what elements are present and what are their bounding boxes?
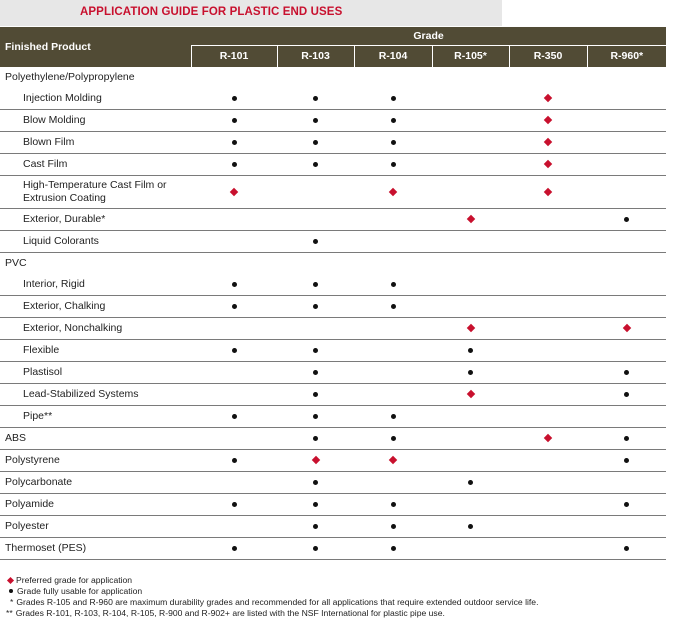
preferred-diamond-icon (389, 188, 397, 196)
grade-cell (191, 362, 277, 384)
grade-column-header: R-103 (277, 45, 354, 67)
grade-cell (587, 176, 666, 209)
footnotes (6, 575, 538, 619)
grade-cell (509, 494, 587, 516)
grade-cell (432, 176, 509, 209)
footnote-text: Grades R-101, R-103, R-104, R-105, R-900 and R-902+ are listed with the NSF International for plastic pipe use. (15, 608, 445, 618)
grade-cell (191, 538, 277, 560)
grade-cell (277, 538, 354, 560)
usable-dot-icon (232, 118, 237, 123)
grade-cell (587, 154, 666, 176)
grade-cell (277, 274, 354, 296)
product-name-cell (0, 67, 191, 88)
usable-dot-icon (313, 392, 318, 397)
usable-dot-icon (468, 370, 473, 375)
grade-cell (432, 231, 509, 253)
grade-cell (191, 231, 277, 253)
table-row (0, 154, 666, 176)
product-name-cell (0, 88, 191, 110)
footnote-star (6, 597, 538, 608)
table-row (0, 494, 666, 516)
grade-cell (509, 362, 587, 384)
product-name: ABS (5, 432, 27, 444)
product-name: Pipe** (23, 410, 53, 422)
grade-cell (509, 110, 587, 132)
preferred-diamond-icon (544, 138, 552, 146)
grade-cell (277, 406, 354, 428)
usable-dot-icon (232, 414, 237, 419)
grade-cell (354, 472, 432, 494)
product-name: Liquid Colorants (23, 235, 99, 247)
table-row (0, 296, 666, 318)
preferred-diamond-icon (622, 324, 630, 332)
grade-cell (277, 154, 354, 176)
table-row (0, 406, 666, 428)
table-row (0, 538, 666, 560)
grade-cell (277, 253, 354, 275)
usable-dot-icon (391, 414, 396, 419)
product-name-cell (0, 209, 191, 231)
product-name: Polycarbonate (5, 476, 73, 488)
product-name: Flexible (23, 344, 60, 356)
grade-cell (587, 110, 666, 132)
usable-dot-icon (232, 348, 237, 353)
grade-cell (509, 538, 587, 560)
product-name: Exterior, Durable* (23, 213, 106, 225)
table-row (0, 67, 666, 88)
grade-cell (432, 88, 509, 110)
grade-cell (191, 406, 277, 428)
grade-cell (277, 428, 354, 450)
usable-dot-icon (232, 96, 237, 101)
preferred-diamond-icon (230, 188, 238, 196)
grade-cell (587, 296, 666, 318)
grade-cell (191, 296, 277, 318)
product-name: Polyethylene/Polypropylene (5, 71, 135, 83)
usable-dot-icon (468, 524, 473, 529)
grade-cell (587, 67, 666, 88)
grade-cell (509, 154, 587, 176)
grade-cell (432, 494, 509, 516)
grade-column-header: R-105* (432, 45, 509, 67)
grade-cell (587, 362, 666, 384)
grade-cell (432, 516, 509, 538)
grade-cell (509, 231, 587, 253)
grade-cell (509, 132, 587, 154)
usable-dot-icon (391, 162, 396, 167)
preferred-diamond-icon (544, 94, 552, 102)
grade-cell (354, 274, 432, 296)
grade-cell (432, 450, 509, 472)
product-name-cell (0, 472, 191, 494)
grade-column-header: R-104 (354, 45, 432, 67)
grade-cell (509, 450, 587, 472)
grade-cell (354, 362, 432, 384)
grade-cell (587, 253, 666, 275)
preferred-diamond-icon (544, 116, 552, 124)
grade-cell (509, 516, 587, 538)
usable-dot-icon (313, 414, 318, 419)
usable-dot-icon (391, 304, 396, 309)
grade-header: Grade (191, 27, 666, 45)
grade-cell (432, 154, 509, 176)
product-name-cell (0, 274, 191, 296)
grade-cell (277, 231, 354, 253)
grade-cell (191, 384, 277, 406)
usable-dot-icon (391, 282, 396, 287)
grade-cell (509, 253, 587, 275)
product-name-cell (0, 384, 191, 406)
grade-cell (587, 231, 666, 253)
grade-cell (354, 176, 432, 209)
product-name-continued: Extrusion Coating (23, 192, 106, 204)
grade-cell (432, 406, 509, 428)
grade-cell (587, 132, 666, 154)
usable-dot-icon (232, 502, 237, 507)
grade-cell (191, 88, 277, 110)
grade-cell (191, 67, 277, 88)
grade-cell (277, 494, 354, 516)
grade-cell (509, 274, 587, 296)
grade-cell (191, 450, 277, 472)
grade-cell (277, 318, 354, 340)
usable-dot-icon (232, 458, 237, 463)
grade-cell (277, 362, 354, 384)
table-row (0, 176, 666, 209)
product-name: High-Temperature Cast Film or (23, 179, 167, 191)
grade-cell (587, 88, 666, 110)
table-row (0, 340, 666, 362)
grade-cell (354, 428, 432, 450)
product-name: Lead-Stabilized Systems (23, 388, 139, 400)
usable-dot-icon (9, 589, 13, 593)
product-name-cell (0, 538, 191, 560)
grade-cell (354, 450, 432, 472)
grade-cell (432, 362, 509, 384)
grade-cell (587, 428, 666, 450)
footnote-marker: * (10, 597, 14, 607)
product-name-cell (0, 176, 191, 209)
grade-cell (509, 176, 587, 209)
preferred-diamond-icon (544, 160, 552, 168)
grade-cell (587, 340, 666, 362)
grade-column-header: R-350 (509, 45, 587, 67)
table-row (0, 88, 666, 110)
product-name: Polystyrene (5, 454, 60, 466)
grade-cell (191, 472, 277, 494)
grade-cell (509, 209, 587, 231)
product-name: Blow Molding (23, 114, 86, 126)
preferred-diamond-icon (466, 390, 474, 398)
usable-dot-icon (313, 546, 318, 551)
usable-dot-icon (313, 304, 318, 309)
usable-dot-icon (624, 217, 629, 222)
grade-cell (432, 274, 509, 296)
usable-dot-icon (624, 436, 629, 441)
grade-cell (277, 209, 354, 231)
grade-cell (277, 472, 354, 494)
product-name-cell (0, 340, 191, 362)
product-name: Plastisol (23, 366, 63, 378)
preferred-diamond-icon (389, 456, 397, 464)
grade-cell (354, 209, 432, 231)
grade-cell (191, 154, 277, 176)
product-name-cell (0, 516, 191, 538)
grade-cell (354, 538, 432, 560)
grade-cell (587, 472, 666, 494)
grade-cell (354, 110, 432, 132)
grade-cell (509, 340, 587, 362)
grade-cell (432, 209, 509, 231)
usable-dot-icon (313, 524, 318, 529)
application-guide-table (0, 27, 666, 560)
grade-cell (354, 340, 432, 362)
grade-cell (509, 88, 587, 110)
grade-cell (432, 340, 509, 362)
usable-dot-icon (391, 502, 396, 507)
grade-cell (432, 384, 509, 406)
grade-cell (587, 494, 666, 516)
grade-cell (432, 472, 509, 494)
product-name-cell (0, 253, 191, 275)
usable-dot-icon (624, 546, 629, 551)
grade-cell (587, 516, 666, 538)
usable-dot-icon (313, 480, 318, 485)
grade-column-header: R-960* (587, 45, 666, 67)
usable-dot-icon (468, 348, 473, 353)
usable-dot-icon (232, 162, 237, 167)
grade-cell (191, 176, 277, 209)
grade-cell (277, 67, 354, 88)
usable-dot-icon (391, 140, 396, 145)
footnote-text: Grades R-105 and R-960 are maximum durability grades and recommended for all applications that require extended outdoor service life. (16, 597, 539, 607)
usable-dot-icon (624, 392, 629, 397)
grade-cell (354, 516, 432, 538)
preferred-diamond-icon (466, 324, 474, 332)
grade-cell (432, 253, 509, 275)
grade-column-header: R-101 (191, 45, 277, 67)
grade-cell (587, 318, 666, 340)
page-title: APPLICATION GUIDE FOR PLASTIC END USES (80, 6, 343, 18)
product-name: Interior, Rigid (23, 278, 85, 290)
product-name-cell (0, 110, 191, 132)
grade-cell (509, 296, 587, 318)
grade-cell (509, 428, 587, 450)
footnote-marker: ** (6, 608, 13, 618)
table-row (0, 428, 666, 450)
grade-cell (277, 132, 354, 154)
grade-cell (432, 132, 509, 154)
grade-cell (587, 538, 666, 560)
table-row (0, 253, 666, 275)
usable-dot-icon (391, 546, 396, 551)
usable-dot-icon (232, 140, 237, 145)
grade-cell (509, 67, 587, 88)
grade-cell (277, 340, 354, 362)
usable-dot-icon (232, 304, 237, 309)
usable-dot-icon (624, 502, 629, 507)
usable-dot-icon (313, 96, 318, 101)
footnote-text: Grade fully usable for application (17, 586, 143, 596)
usable-dot-icon (313, 348, 318, 353)
table-row (0, 274, 666, 296)
table-row (0, 209, 666, 231)
grade-cell (509, 384, 587, 406)
grade-cell (191, 253, 277, 275)
table-row (0, 231, 666, 253)
product-name: Polyester (5, 520, 49, 532)
grade-cell (277, 88, 354, 110)
grade-cell (587, 274, 666, 296)
product-name: Polyamide (5, 498, 55, 510)
grade-cell (191, 516, 277, 538)
grade-cell (277, 176, 354, 209)
usable-dot-icon (391, 118, 396, 123)
product-name-cell (0, 406, 191, 428)
title-bar (0, 0, 502, 26)
usable-dot-icon (391, 524, 396, 529)
product-name-cell (0, 450, 191, 472)
table-row (0, 318, 666, 340)
grade-cell (509, 472, 587, 494)
product-name: Exterior, Chalking (23, 300, 106, 312)
product-name: PVC (5, 257, 27, 269)
table-body (0, 67, 666, 560)
usable-dot-icon (232, 546, 237, 551)
grade-cell (354, 406, 432, 428)
grade-cell (354, 67, 432, 88)
usable-dot-icon (313, 162, 318, 167)
product-name: Cast Film (23, 158, 68, 170)
footnote-text: Preferred grade for application (16, 575, 133, 585)
grade-cell (354, 154, 432, 176)
product-name-cell (0, 428, 191, 450)
table-row (0, 132, 666, 154)
grade-cell (191, 318, 277, 340)
grade-cell (587, 450, 666, 472)
table-row (0, 110, 666, 132)
grade-cell (587, 209, 666, 231)
grade-cell (277, 516, 354, 538)
usable-dot-icon (624, 458, 629, 463)
grade-cell (277, 296, 354, 318)
footnote-preferred (6, 575, 538, 586)
usable-dot-icon (391, 96, 396, 101)
table-row (0, 384, 666, 406)
grade-cell (432, 67, 509, 88)
preferred-diamond-icon (544, 188, 552, 196)
grade-cell (277, 450, 354, 472)
product-name: Blown Film (23, 136, 75, 148)
product-name-cell (0, 296, 191, 318)
product-name-cell (0, 231, 191, 253)
grade-cell (354, 494, 432, 516)
footnote-double-star (6, 608, 538, 619)
preferred-diamond-icon (466, 215, 474, 223)
grade-cell (354, 253, 432, 275)
grade-cell (587, 406, 666, 428)
table-row (0, 362, 666, 384)
grade-cell (587, 384, 666, 406)
usable-dot-icon (232, 282, 237, 287)
usable-dot-icon (313, 118, 318, 123)
product-name: Exterior, Nonchalking (23, 322, 123, 334)
grade-cell (432, 428, 509, 450)
usable-dot-icon (391, 436, 396, 441)
grade-cell (354, 296, 432, 318)
product-name-cell (0, 132, 191, 154)
grade-cell (191, 132, 277, 154)
preferred-diamond-icon (544, 434, 552, 442)
footnote-usable (6, 586, 538, 597)
product-name: Thermoset (PES) (5, 542, 87, 554)
product-name-cell (0, 494, 191, 516)
grade-cell (277, 110, 354, 132)
preferred-diamond-icon (311, 456, 319, 464)
grade-cell (191, 209, 277, 231)
grade-cell (191, 110, 277, 132)
usable-dot-icon (624, 370, 629, 375)
usable-dot-icon (313, 436, 318, 441)
grade-cell (432, 318, 509, 340)
preferred-diamond-icon (7, 577, 14, 584)
grade-cell (191, 494, 277, 516)
grade-cell (509, 406, 587, 428)
grade-cell (191, 340, 277, 362)
usable-dot-icon (313, 502, 318, 507)
grade-cell (432, 538, 509, 560)
table-row (0, 472, 666, 494)
table-row (0, 450, 666, 472)
grade-cell (354, 132, 432, 154)
usable-dot-icon (468, 480, 473, 485)
grade-cell (191, 428, 277, 450)
grade-cell (432, 296, 509, 318)
usable-dot-icon (313, 239, 318, 244)
product-name-cell (0, 154, 191, 176)
usable-dot-icon (313, 282, 318, 287)
grade-cell (191, 274, 277, 296)
grade-cell (354, 318, 432, 340)
finished-product-header: Finished Product (0, 27, 191, 67)
grade-cell (354, 88, 432, 110)
grade-cell (354, 231, 432, 253)
grade-cell (277, 384, 354, 406)
table-row (0, 516, 666, 538)
product-name: Injection Molding (23, 92, 102, 104)
product-name-cell (0, 318, 191, 340)
usable-dot-icon (313, 370, 318, 375)
grade-cell (509, 318, 587, 340)
grade-cell (432, 110, 509, 132)
grade-cell (354, 384, 432, 406)
product-name-cell (0, 362, 191, 384)
usable-dot-icon (313, 140, 318, 145)
